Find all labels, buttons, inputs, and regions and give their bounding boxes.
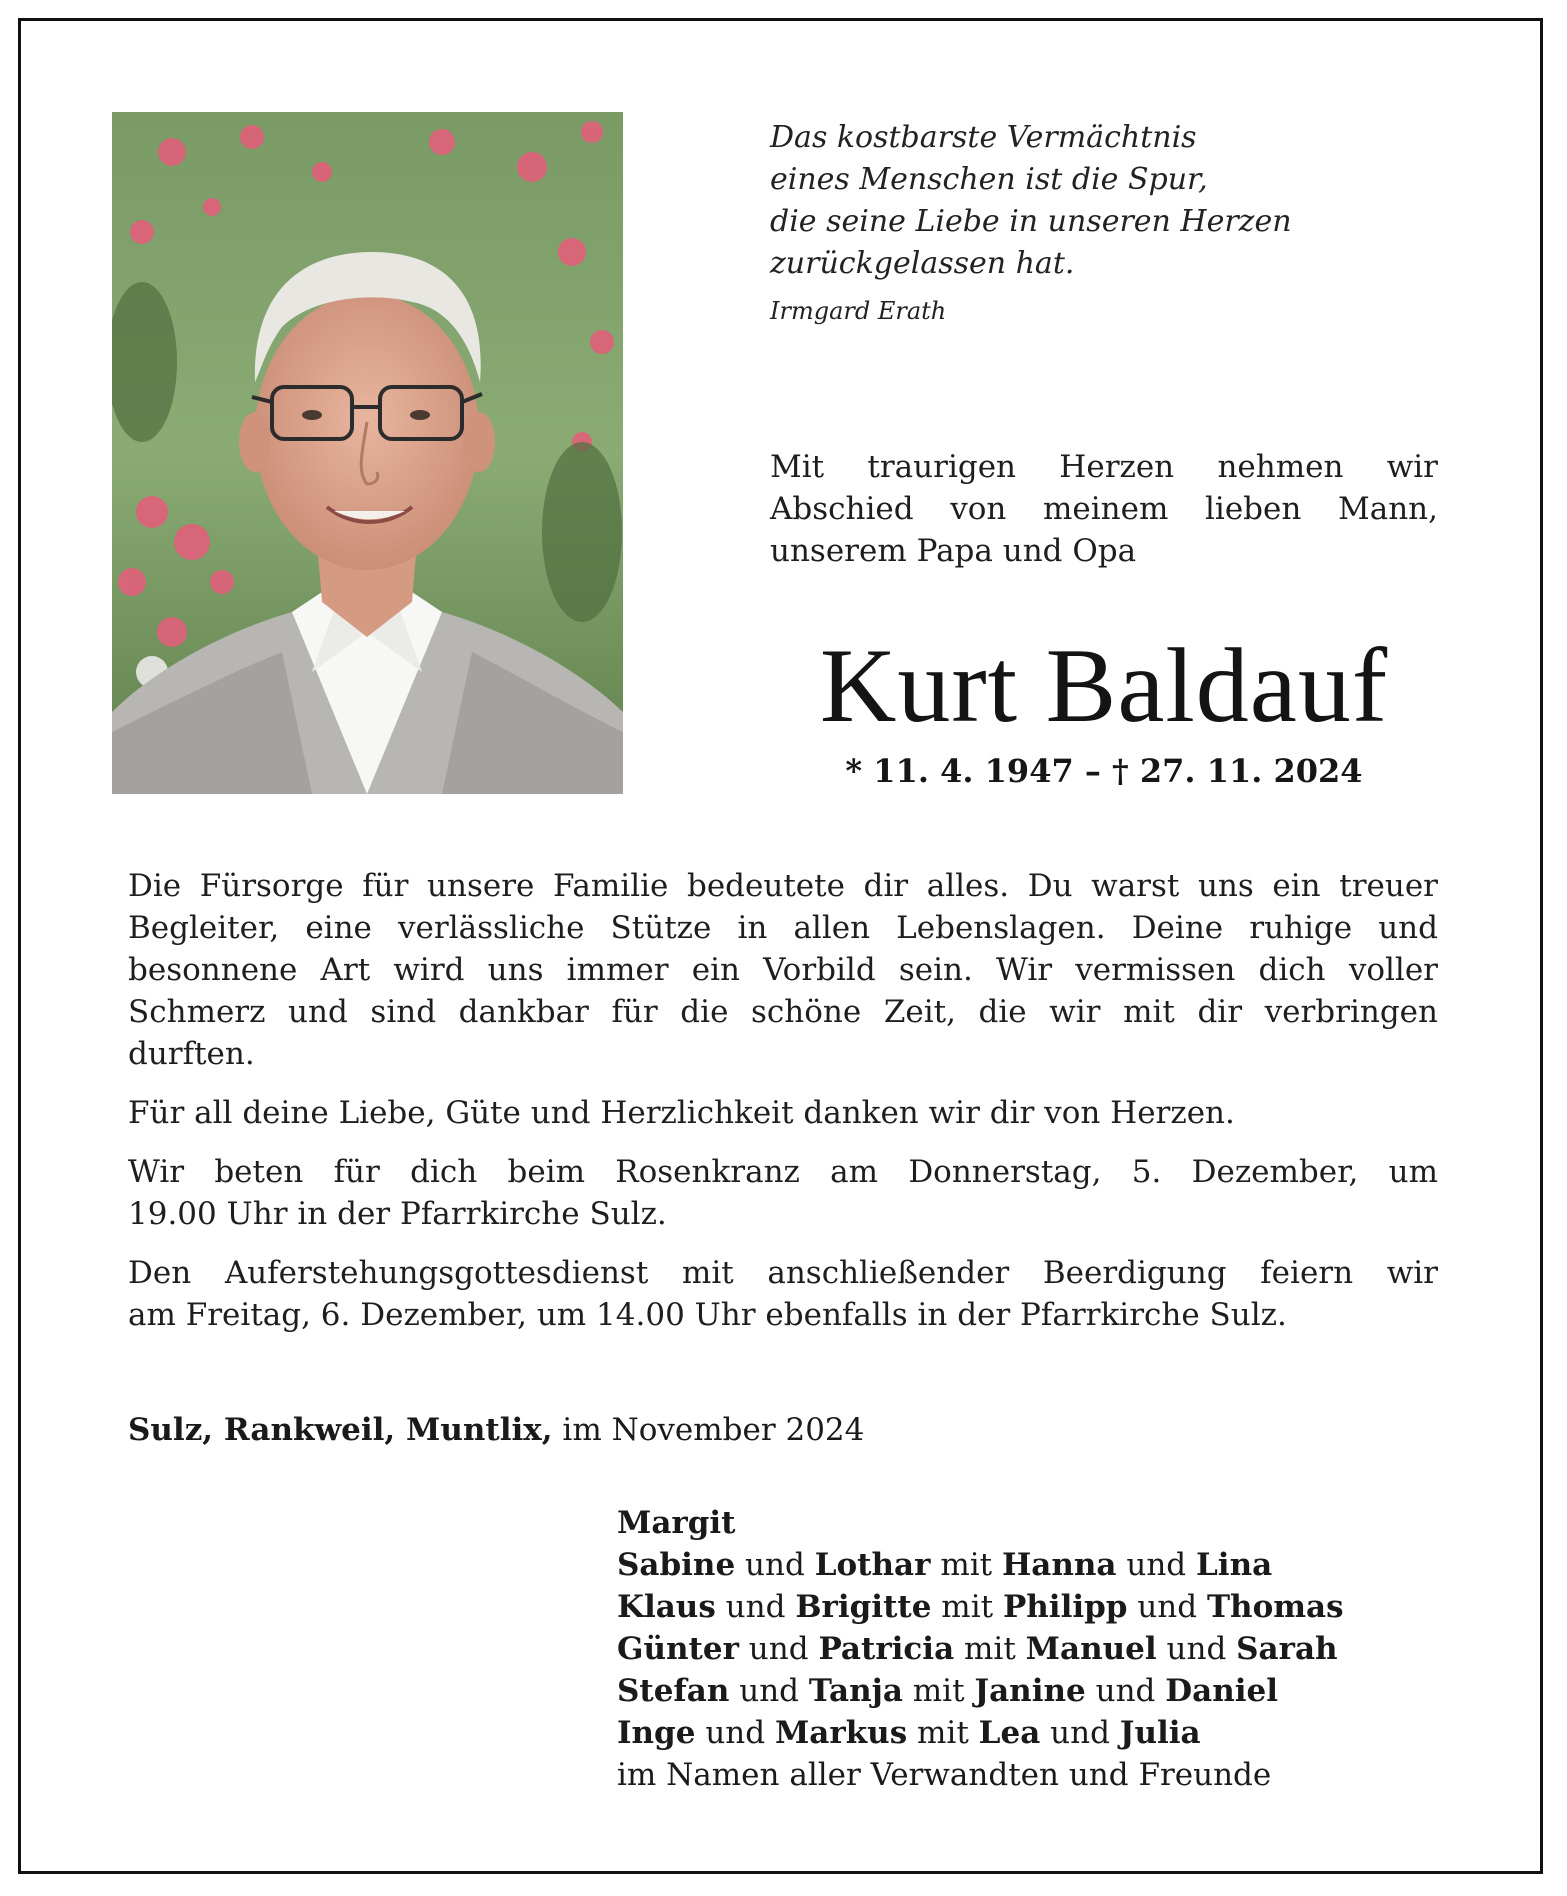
with-word: mit (912, 1673, 965, 1709)
mourner-name: Patricia (818, 1631, 955, 1667)
mourner-line (617, 1712, 1437, 1754)
mourner-name: Margit (617, 1505, 736, 1541)
mourner-name: Janine (974, 1673, 1086, 1709)
body-line: Wir beten für dich beim Rosenkranz am Donnerstag, 5. Dezember, um (128, 1154, 1438, 1190)
with-word: mit (917, 1715, 969, 1751)
and-word: und (1095, 1673, 1156, 1709)
body-paragraph (128, 865, 1438, 1075)
place-towns: Sulz, Rankweil, Muntlix, (128, 1412, 553, 1448)
farewell-intro (770, 446, 1438, 572)
mourner-name: Daniel (1165, 1673, 1279, 1709)
mourner-line (617, 1628, 1437, 1670)
mourner-name: Günter (617, 1631, 739, 1667)
quote-line: zurückgelassen hat. (770, 246, 1075, 281)
and-word: und (1166, 1631, 1227, 1667)
memorial-quote (770, 117, 1410, 285)
and-word: und (745, 1547, 805, 1583)
mourner-name: Lea (978, 1715, 1041, 1751)
with-word: mit (964, 1631, 1016, 1667)
body-line: Begleiter, eine verlässliche Stütze in allen Lebenslagen. Deine ruhige und (128, 910, 1438, 946)
mourner-name: Sabine (617, 1547, 736, 1583)
quote-line: eines Menschen ist die Spur, (770, 162, 1208, 197)
mourner-line (617, 1586, 1437, 1628)
place-date: im November 2024 (552, 1412, 865, 1448)
portrait-illustration (112, 112, 623, 794)
body-line: Die Fürsorge für unsere Familie bedeutete dir alles. Du warst uns ein treuer (128, 868, 1438, 904)
mourner-name: Inge (617, 1715, 696, 1751)
mourner-name: Klaus (617, 1589, 716, 1625)
mourner-closing: im Namen aller Verwandten und Freunde (617, 1757, 1272, 1793)
body-line: besonnene Art wird uns immer ein Vorbild sein. Wir vermissen dich voller (128, 952, 1438, 988)
mourner-name: Lothar (814, 1547, 931, 1583)
and-word: und (1126, 1547, 1187, 1583)
and-word: und (705, 1715, 766, 1751)
and-word: und (1050, 1715, 1110, 1751)
mourner-name: Manuel (1025, 1631, 1157, 1667)
mourners-list (617, 1502, 1437, 1796)
mourner-name: Stefan (617, 1673, 730, 1709)
and-word: und (725, 1589, 786, 1625)
body-line: Den Auferstehungsgottesdienst mit anschließender Beerdigung feiern wir (128, 1255, 1438, 1291)
mourner-line (617, 1502, 1437, 1544)
mourner-line (617, 1670, 1437, 1712)
and-word: und (748, 1631, 809, 1667)
body-paragraph (128, 1252, 1438, 1336)
quote-line: Das kostbarste Vermächtnis (770, 120, 1197, 155)
body-line: 19.00 Uhr in der Pfarrkirche Sulz. (128, 1196, 667, 1232)
body-line: am Freitag, 6. Dezember, um 14.00 Uhr ebenfalls in der Pfarrkirche Sulz. (128, 1297, 1287, 1333)
deceased-name: Kurt Baldauf (819, 627, 1389, 744)
and-word: und (739, 1673, 800, 1709)
with-word: mit (940, 1547, 993, 1583)
mourner-name: Philipp (1002, 1589, 1128, 1625)
quote-line: die seine Liebe in unseren Herzen (770, 204, 1292, 239)
mourner-name: Sarah (1236, 1631, 1338, 1667)
with-word: mit (941, 1589, 994, 1625)
intro-line: Abschied von meinem lieben Mann, (770, 491, 1438, 527)
body-paragraph (128, 1151, 1438, 1235)
portrait-photo (112, 112, 623, 794)
life-dates: * 11. 4. 1947 – † 27. 11. 2024 (845, 752, 1363, 790)
mourner-name: Thomas (1206, 1589, 1344, 1625)
mourner-name: Lina (1196, 1547, 1273, 1583)
and-word: und (1137, 1589, 1198, 1625)
body-line: Für all deine Liebe, Güte und Herzlichkeit danken wir dir von Herzen. (128, 1095, 1235, 1131)
intro-line: Mit traurigen Herzen nehmen wir (770, 449, 1438, 485)
place-and-date (128, 1409, 864, 1451)
mourner-name: Tanja (808, 1673, 903, 1709)
body-paragraph (128, 1092, 1438, 1134)
obituary-body (128, 865, 1438, 1353)
mourner-name: Julia (1119, 1715, 1201, 1751)
intro-line: unserem Papa und Opa (770, 533, 1137, 569)
body-line: Schmerz und sind dankbar für die schöne Zeit, die wir mit dir verbringen (128, 994, 1438, 1030)
mourner-name: Brigitte (795, 1589, 932, 1625)
mourner-name: Markus (774, 1715, 908, 1751)
mourner-line (617, 1544, 1437, 1586)
mourner-name: Hanna (1001, 1547, 1117, 1583)
quote-author: Irmgard Erath (770, 297, 947, 325)
body-line: durften. (128, 1036, 255, 1072)
